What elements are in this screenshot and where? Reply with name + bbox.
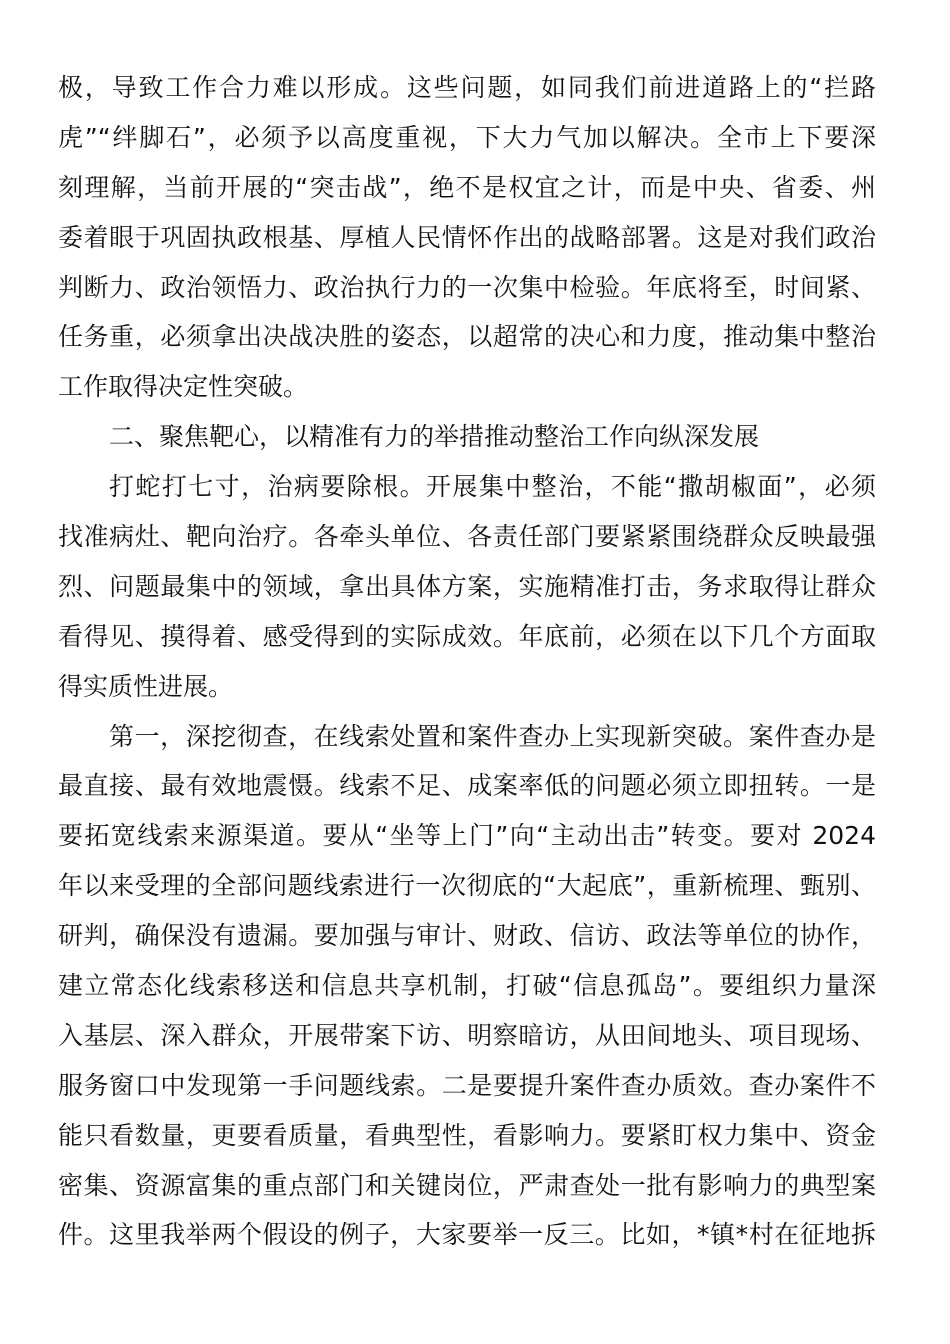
text-line: 建立常态化线索移送和信息共享机制，打破“信息孤岛”。要组织力量深 [58,971,876,1001]
text-line: 得实质性进展。 [58,671,234,701]
text-line: 烈、问题最集中的领域，拿出具体方案，实施精准打击，务求取得让群众 [58,571,876,601]
text-line: 服务窗口中发现第一手问题线索。二是要提升案件查办质效。查办案件不 [58,1070,876,1100]
text-line: 判断力、政治领悟力、政治执行力的一次集中检验。年底将至，时间紧、 [58,272,876,302]
text-line: 委着眼于巩固执政根基、厚植人民情怀作出的战略部署。这是对我们政治 [58,222,876,252]
text-line: 最直接、最有效地震慑。线索不足、成案率低的问题必须立即扭转。一是 [58,771,876,801]
text-line: 研判，确保没有遗漏。要加强与审计、财政、信访、政法等单位的协作， [58,921,876,951]
text-line: 看得见、摸得着、感受得到的实际成效。年底前，必须在以下几个方面取 [58,621,876,651]
text-line: 密集、资源富集的重点部门和关键岗位，严肃查处一批有影响力的典型案 [58,1170,876,1200]
section-heading: 二、聚焦靶心，以精准有力的举措推动整治工作向纵深发展 [109,422,760,452]
text-line: 工作取得决定性突破。 [58,372,309,402]
text-line: 找准病灶、靶向治疗。各牵头单位、各责任部门要紧紧围绕群众反映最强 [58,522,876,552]
text-line: 任务重，必须拿出决战决胜的姿态，以超常的决心和力度，推动集中整治 [58,322,876,352]
text-line: 刻理解，当前开展的“突击战”，绝不是权宜之计，而是中央、省委、州 [58,172,876,202]
text-line: 打蛇打七寸，治病要除根。开展集中整治，不能“撒胡椒面”，必须 [109,472,876,502]
document-body [58,63,876,1260]
text-line: 极，导致工作合力难以形成。这些问题，如同我们前进道路上的“拦路 [58,73,876,102]
text-line: 件。这里我举两个假设的例子，大家要举一反三。比如，*镇*村在征地拆 [58,1220,876,1250]
text-line: 入基层、深入群众，开展带案下访、明察暗访，从田间地头、项目现场、 [58,1020,876,1050]
text-line: 能只看数量，更要看质量，看典型性，看影响力。要紧盯权力集中、资金 [58,1120,876,1150]
text-line: 要拓宽线索来源渠道。要从“坐等上门”向“主动出击”转变。要对 2024 [58,821,876,851]
text-line: 第一，深挖彻查，在线索处置和案件查办上实现新突破。案件查办是 [109,721,876,751]
text-line: 年以来受理的全部问题线索进行一次彻底的“大起底”，重新梳理、甄别、 [58,871,876,901]
text-line: 虎”“绊脚石”，必须予以高度重视，下大力气加以解决。全市上下要深 [58,122,876,152]
